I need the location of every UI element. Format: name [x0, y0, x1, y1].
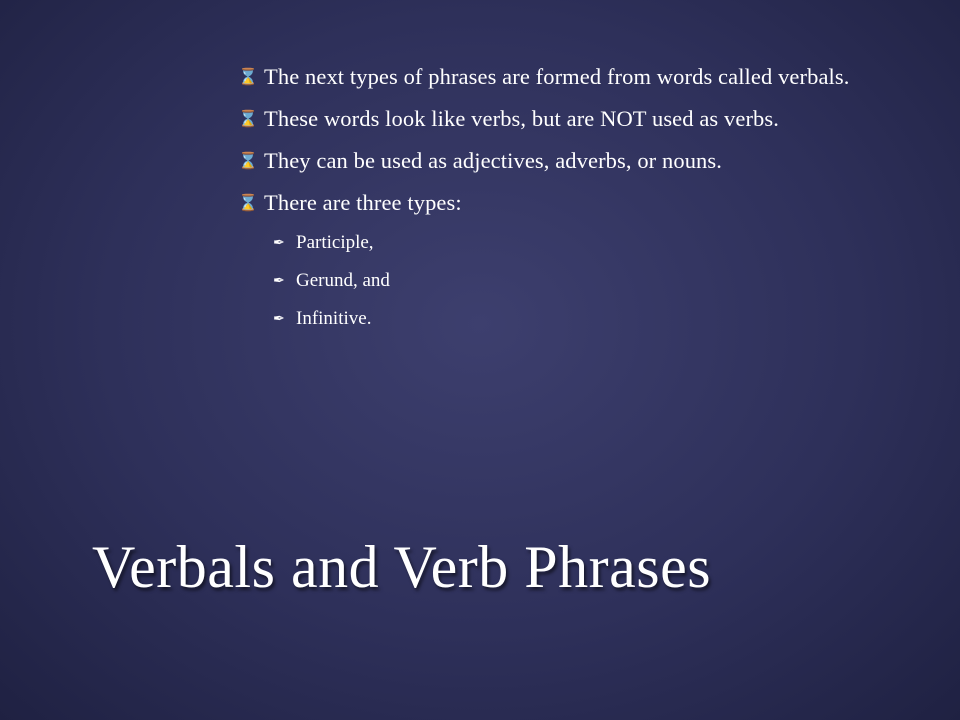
quill-icon: ✒ [273, 311, 285, 327]
sub-bullet-text: Gerund, and [296, 270, 390, 291]
sub-bullet-text: Infinitive. [296, 308, 372, 329]
hourglass-icon: ⌛ [238, 69, 258, 86]
bullet-text: They can be used as adjectives, adverbs, or nouns. [264, 148, 722, 173]
bullet-text: There are three types: [264, 190, 462, 215]
bullet-text: The next types of phrases are formed from words called verbals. [264, 64, 850, 89]
sub-bullet-item [273, 268, 858, 294]
quill-icon: ✒ [273, 235, 285, 251]
bullet-list [238, 62, 858, 344]
hourglass-icon: ⌛ [238, 153, 258, 170]
bullet-item [238, 104, 858, 136]
sub-bullet-item [273, 230, 858, 256]
hourglass-icon: ⌛ [238, 111, 258, 128]
sub-bullet-item [273, 306, 858, 332]
bullet-text: These words look like verbs, but are NOT used as verbs. [264, 106, 779, 131]
quill-icon: ✒ [273, 273, 285, 289]
bullet-item [238, 62, 858, 94]
bullet-item [238, 146, 858, 178]
sub-bullet-text: Participle, [296, 232, 374, 253]
slide-title: Verbals and Verb Phrases [92, 534, 712, 600]
bullet-item [238, 188, 858, 220]
hourglass-icon: ⌛ [238, 195, 258, 212]
